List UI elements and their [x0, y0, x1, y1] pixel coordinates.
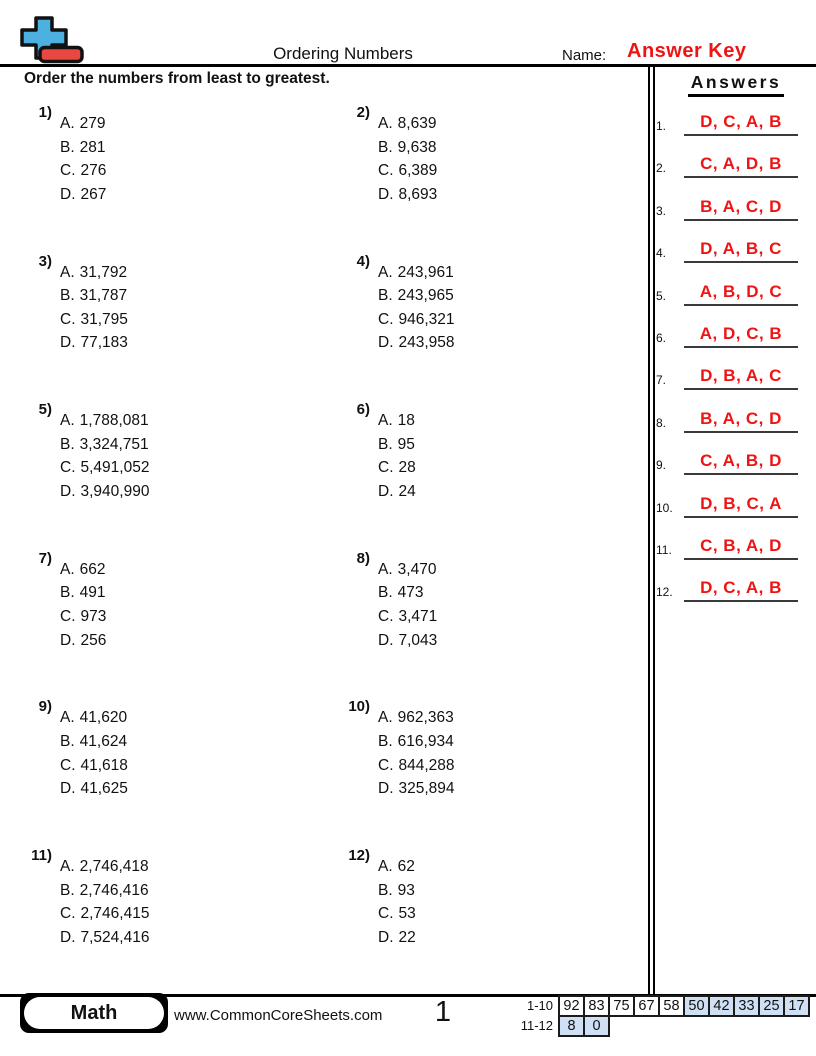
option-value: 844,288 [398, 756, 455, 774]
option-value: 31,787 [79, 287, 128, 305]
option-line [378, 581, 437, 605]
answer-value: D, A, B, C [684, 238, 798, 263]
option-value: 243,961 [397, 263, 454, 281]
option-value: 41,618 [80, 756, 128, 774]
answer-row [656, 153, 798, 178]
score-cells-1 [558, 995, 810, 1017]
problem-number: 12) [348, 846, 370, 864]
option-line [60, 331, 128, 355]
score-cell: 0 [583, 1015, 610, 1037]
score-row-1 [520, 995, 810, 1017]
option-letter: C. [378, 607, 394, 625]
answer-value: C, A, D, B [684, 153, 798, 178]
answer-row [656, 535, 798, 560]
problem-6 [340, 401, 648, 550]
answer-row [656, 577, 798, 602]
problem-options [378, 558, 437, 652]
option-value: 31,792 [79, 263, 128, 281]
option-value: 62 [397, 857, 415, 875]
option-value: 1,788,081 [79, 412, 149, 430]
answer-number: 7. [656, 373, 667, 388]
option-letter: B. [60, 732, 75, 750]
option-letter: B. [378, 138, 393, 156]
plus-minus-icon [20, 10, 90, 68]
score-cells-2 [558, 1015, 610, 1037]
answers-title-wrap [656, 72, 816, 97]
problem-number: 3) [38, 252, 52, 270]
option-letter: D. [60, 482, 76, 500]
option-line [378, 331, 455, 355]
option-line [60, 456, 149, 480]
answer-value: B, A, C, D [684, 196, 798, 221]
score-cell: 50 [683, 995, 710, 1017]
option-line [378, 456, 416, 480]
problem-5 [22, 401, 340, 550]
option-value: 325,894 [398, 780, 455, 798]
option-value: 473 [397, 584, 424, 602]
option-line [60, 183, 106, 207]
answer-number: 2. [656, 161, 667, 176]
option-value: 2,746,416 [79, 881, 149, 899]
option-value: 281 [79, 138, 106, 156]
answer-row [656, 365, 798, 390]
option-letter: B. [60, 138, 75, 156]
problem-number: 10) [348, 698, 370, 716]
option-letter: A. [60, 263, 75, 281]
option-letter: A. [60, 857, 75, 875]
answer-number: 10. [656, 500, 673, 515]
problem-options [378, 261, 455, 355]
option-value: 3,470 [397, 560, 437, 578]
option-line [378, 183, 437, 207]
score-cell: 33 [733, 995, 760, 1017]
score-row-label: 1-10 [526, 998, 553, 1013]
option-letter: D. [60, 780, 76, 798]
problem-number: 2) [356, 104, 370, 121]
option-letter: C. [60, 756, 76, 774]
option-value: 243,965 [397, 287, 454, 305]
answer-number: 6. [656, 330, 667, 345]
score-cell: 42 [708, 995, 735, 1017]
option-line [378, 112, 437, 136]
option-line [378, 926, 416, 950]
subject-badge [20, 993, 168, 1033]
answer-value: D, C, A, B [684, 111, 798, 136]
answer-row [656, 493, 798, 518]
option-line [378, 754, 455, 778]
option-line [60, 136, 106, 160]
problem-12 [340, 847, 648, 996]
option-value: 22 [398, 928, 416, 946]
option-line [60, 629, 106, 653]
option-letter: A. [378, 115, 393, 132]
option-line [60, 706, 128, 730]
option-line [378, 879, 416, 903]
option-letter: D. [378, 631, 394, 649]
option-letter: C. [60, 310, 76, 328]
answers-panel [656, 66, 816, 620]
answer-row [656, 281, 798, 306]
option-line [378, 558, 437, 582]
option-letter: A. [60, 560, 75, 578]
problem-options [378, 112, 437, 206]
option-letter: A. [378, 709, 393, 727]
problem-options [60, 558, 106, 652]
option-value: 31,795 [80, 310, 128, 328]
option-value: 41,620 [79, 709, 128, 727]
score-cell: 67 [633, 995, 660, 1017]
option-line [60, 605, 106, 629]
answer-row [656, 238, 798, 263]
problem-10 [340, 698, 648, 847]
answer-row [656, 450, 798, 475]
option-line [60, 558, 106, 582]
answer-row [656, 196, 798, 221]
score-row-label: 11-12 [520, 1018, 553, 1033]
option-value: 962,363 [397, 709, 454, 727]
problem-number: 4) [356, 252, 370, 270]
option-letter: B. [378, 584, 393, 602]
option-letter: D. [378, 185, 394, 203]
option-line [378, 706, 455, 730]
option-letter: B. [60, 584, 75, 602]
option-line [60, 730, 128, 754]
problem-options [60, 409, 149, 503]
option-letter: B. [378, 732, 393, 750]
answer-value: D, B, A, C [684, 365, 798, 390]
option-value: 279 [79, 115, 106, 132]
option-value: 8,693 [398, 185, 438, 203]
option-letter: D. [378, 334, 394, 352]
problem-options [378, 409, 416, 503]
option-line [378, 261, 455, 285]
answer-row [656, 111, 798, 136]
option-line [378, 308, 455, 332]
option-value: 2,746,418 [79, 857, 149, 875]
option-line [60, 879, 149, 903]
option-letter: D. [378, 780, 394, 798]
problem-3 [22, 253, 340, 402]
option-letter: A. [60, 709, 75, 727]
option-line [60, 284, 128, 308]
score-cell: 83 [583, 995, 610, 1017]
answer-number: 5. [656, 288, 667, 303]
option-letter: C. [60, 607, 76, 625]
option-letter: A. [60, 412, 75, 430]
answer-number: 3. [656, 203, 667, 218]
option-value: 8,639 [397, 115, 437, 132]
option-letter: B. [60, 881, 75, 899]
option-value: 276 [80, 162, 107, 180]
problem-number: 8) [356, 549, 370, 567]
option-line [378, 433, 416, 457]
problem-11 [22, 847, 340, 996]
option-line [378, 777, 455, 801]
page-number: 1 [434, 996, 452, 1028]
option-letter: D. [378, 482, 394, 500]
problem-2 [340, 104, 648, 253]
option-value: 3,324,751 [79, 435, 149, 453]
answer-value: D, B, C, A [684, 493, 798, 518]
option-line [378, 605, 437, 629]
problem-number: 5) [38, 401, 52, 419]
problem-number: 6) [356, 401, 370, 419]
option-letter: D. [378, 928, 394, 946]
subject-badge-label: Math [24, 997, 164, 1029]
option-line [378, 480, 416, 504]
problem-1 [22, 104, 340, 253]
answers-separator [648, 66, 655, 994]
option-letter: C. [378, 905, 394, 923]
option-value: 77,183 [80, 334, 128, 352]
option-value: 243,958 [398, 334, 455, 352]
option-letter: B. [60, 287, 75, 305]
option-value: 3,471 [398, 607, 438, 625]
option-value: 256 [80, 631, 107, 649]
option-line [60, 480, 149, 504]
answer-value: B, A, C, D [684, 408, 798, 433]
answer-number: 9. [656, 458, 667, 473]
answer-number: 12. [656, 585, 673, 600]
score-cell: 8 [558, 1015, 585, 1037]
option-letter: D. [60, 631, 76, 649]
option-value: 9,638 [397, 138, 437, 156]
option-letter: A. [60, 115, 75, 132]
answers-title: Answers [688, 72, 784, 97]
option-line [60, 902, 149, 926]
option-letter: B. [378, 435, 393, 453]
option-value: 616,934 [397, 732, 454, 750]
option-value: 5,491,052 [80, 459, 150, 477]
answer-row [656, 323, 798, 348]
worksheet-title: Ordering Numbers [273, 44, 413, 63]
answer-value: C, A, B, D [684, 450, 798, 475]
option-value: 946,321 [398, 310, 455, 328]
option-line [378, 284, 455, 308]
score-cell: 17 [783, 995, 810, 1017]
score-cell: 25 [758, 995, 785, 1017]
option-value: 53 [398, 905, 416, 923]
option-line [60, 777, 128, 801]
problem-options [60, 112, 106, 206]
problems-grid [22, 104, 648, 996]
option-line [378, 730, 455, 754]
problem-4 [340, 253, 648, 402]
option-letter: B. [378, 287, 393, 305]
answer-value: D, C, A, B [684, 577, 798, 602]
option-value: 41,625 [80, 780, 128, 798]
option-value: 662 [79, 560, 106, 578]
option-letter: C. [378, 162, 394, 180]
problem-8 [340, 550, 648, 699]
option-letter: C. [60, 162, 76, 180]
option-value: 491 [79, 584, 106, 602]
option-value: 18 [397, 412, 415, 430]
website-url: www.CommonCoreSheets.com [174, 1007, 383, 1024]
option-line [60, 308, 128, 332]
problem-9 [22, 698, 340, 847]
score-cell: 92 [558, 995, 585, 1017]
option-line [60, 581, 106, 605]
option-value: 95 [397, 435, 415, 453]
option-letter: C. [60, 459, 76, 477]
option-line [60, 112, 106, 136]
option-line [378, 902, 416, 926]
option-letter: C. [378, 756, 394, 774]
score-cell: 58 [658, 995, 685, 1017]
problem-number: 11) [31, 846, 52, 864]
option-line [60, 159, 106, 183]
problem-number: 1) [38, 104, 52, 121]
answer-key-label: Answer Key [627, 40, 747, 62]
problem-options [378, 855, 416, 949]
problem-number: 9) [38, 698, 52, 716]
option-line [378, 409, 416, 433]
answer-row [656, 408, 798, 433]
option-value: 7,043 [398, 631, 438, 649]
problem-7 [22, 550, 340, 699]
score-table [520, 995, 810, 1037]
option-letter: B. [60, 435, 75, 453]
option-letter: A. [378, 263, 393, 281]
option-line [378, 136, 437, 160]
option-letter: A. [378, 412, 393, 430]
answer-value: C, B, A, D [684, 535, 798, 560]
option-value: 6,389 [398, 162, 438, 180]
option-line [60, 409, 149, 433]
option-letter: D. [60, 185, 76, 203]
option-value: 267 [80, 185, 107, 203]
option-value: 7,524,416 [80, 928, 150, 946]
option-letter: A. [378, 560, 393, 578]
problem-options [60, 261, 128, 355]
option-line [378, 629, 437, 653]
name-label: Name: [562, 47, 607, 64]
option-value: 3,940,990 [80, 482, 150, 500]
option-line [60, 926, 149, 950]
option-line [60, 754, 128, 778]
option-letter: D. [60, 334, 76, 352]
option-value: 28 [398, 459, 416, 477]
answer-value: A, B, D, C [684, 281, 798, 306]
option-letter: B. [378, 881, 393, 899]
problem-number: 7) [38, 549, 52, 567]
problem-options [60, 855, 149, 949]
option-letter: D. [60, 928, 76, 946]
option-line [60, 261, 128, 285]
option-value: 41,624 [79, 732, 128, 750]
option-letter: C. [378, 459, 394, 477]
option-line [378, 159, 437, 183]
score-cell: 75 [608, 995, 635, 1017]
answer-number: 8. [656, 415, 667, 430]
option-value: 2,746,415 [80, 905, 150, 923]
problem-options [60, 706, 128, 800]
option-value: 93 [397, 881, 415, 899]
option-letter: C. [378, 310, 394, 328]
answer-number: 11. [656, 542, 672, 557]
instruction-text: Order the numbers from least to greatest. [24, 70, 330, 87]
answer-number: 4. [656, 246, 667, 261]
option-letter: A. [378, 857, 393, 875]
option-line [60, 855, 149, 879]
option-value: 24 [398, 482, 416, 500]
option-value: 973 [80, 607, 107, 625]
option-letter: C. [60, 905, 76, 923]
answer-value: A, D, C, B [684, 323, 798, 348]
answer-number: 1. [656, 119, 667, 133]
option-line [378, 855, 416, 879]
answers-list [656, 111, 816, 602]
option-line [60, 433, 149, 457]
problem-options [378, 706, 455, 800]
score-row-2 [520, 1015, 810, 1037]
